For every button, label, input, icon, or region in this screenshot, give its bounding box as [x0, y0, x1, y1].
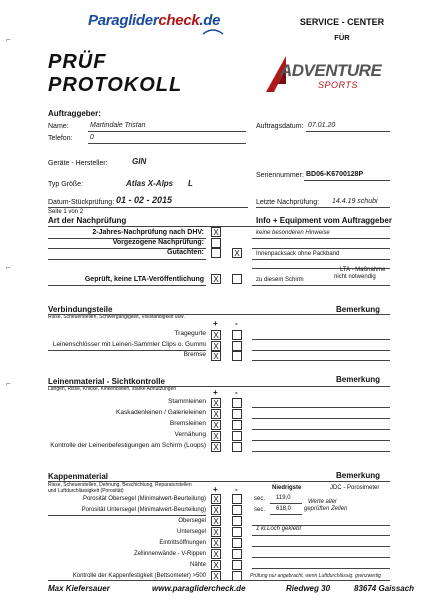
canopy-minus-checkbox[interactable] — [232, 505, 242, 515]
title-line1: PRÜF — [48, 51, 107, 73]
plus-label: + — [213, 388, 218, 397]
paraglider-icon — [202, 28, 224, 36]
connector-row-label: Bremse — [183, 351, 206, 358]
manufacturer-label: Geräte - Hersteller: — [48, 160, 108, 167]
inspection-row-label: 2-Jahres-Nachprüfung nach DHV: — [92, 229, 204, 236]
inspection-checkbox[interactable] — [211, 248, 221, 258]
lta-measure-line2: nicht notwendig — [334, 274, 376, 280]
connector-row-label: Tragegurte — [174, 330, 206, 337]
canopy-row-label: Zellinnenwände - V-Rippen — [133, 551, 206, 557]
lta-checkbox[interactable]: X — [211, 274, 221, 284]
connectors-heading: Verbindungsteile — [48, 305, 113, 314]
minus-label: - — [235, 388, 238, 397]
lta-label: Geprüft, keine LTA-Veröffentlichung — [84, 276, 204, 283]
order-date-value: 07.01.20 — [308, 122, 336, 129]
manufacturer-value: GIN — [132, 157, 147, 166]
info-note: Innenpacksack ohne Packband — [256, 251, 340, 257]
punch-mark-3: ⌐ — [6, 379, 11, 388]
canopy-plus-checkbox[interactable]: X — [211, 516, 221, 526]
canopy-minus-checkbox[interactable] — [232, 560, 242, 570]
customer-heading: Auftraggeber: — [48, 109, 101, 118]
connector-plus-checkbox[interactable]: X — [211, 330, 221, 340]
line-minus-checkbox[interactable] — [232, 398, 242, 408]
type-value: Atlas X-Alps — [126, 179, 174, 188]
date-label: Datum-Stückprüfung: — [48, 199, 115, 206]
canopy-plus-checkbox[interactable]: X — [211, 538, 221, 548]
connectors-sub: Risse, Scheuerstellen, Schwergängigkeit, Vollständigkeit usw. — [48, 314, 185, 320]
minus-label: - — [235, 319, 238, 328]
serial-value: BD06-K6700128P — [306, 171, 364, 178]
name-label: Name: — [48, 123, 69, 130]
serial-label: Seriennummer: — [256, 172, 304, 179]
footer-city: 83674 Gaissach — [354, 584, 415, 593]
plus-label: + — [213, 319, 218, 328]
punch-mark-1: ⌐ — [6, 35, 11, 44]
connector-minus-checkbox[interactable] — [232, 341, 242, 351]
values-note-line1: Werte aller — [308, 499, 337, 505]
canopy-plus-checkbox[interactable]: X — [211, 560, 221, 570]
line-minus-checkbox[interactable] — [232, 442, 242, 452]
inspection-row-label: Gutachten: — [167, 249, 204, 256]
line-minus-checkbox[interactable] — [232, 420, 242, 430]
line-plus-checkbox[interactable]: X — [211, 409, 221, 419]
canopy-plus-checkbox[interactable]: X — [211, 494, 221, 504]
canopy-remark-heading: Bemerkung — [336, 471, 381, 480]
canopy-minus-checkbox[interactable] — [232, 527, 242, 537]
canopy-minus-checkbox[interactable] — [232, 494, 242, 504]
lta-checkbox-2[interactable] — [232, 274, 242, 284]
line-plus-checkbox[interactable]: X — [211, 442, 221, 452]
size-value: L — [188, 179, 193, 188]
lines-sub: Längen, Risse, Knicke, Kinkenbilden, starke Abnutzungen — [48, 386, 177, 392]
line-plus-checkbox[interactable]: X — [211, 420, 221, 430]
plus-label: + — [213, 485, 218, 494]
logo-paragliderchek — [88, 13, 220, 28]
connector-minus-checkbox[interactable] — [232, 330, 242, 340]
canopy-row-label: Porosität Obersegel (Minimalwert-Beurteilung) — [82, 496, 206, 502]
canopy-minus-checkbox[interactable] — [232, 549, 242, 559]
date-value: 01 - 02 - 2015 — [116, 195, 173, 205]
inspection-checkbox[interactable] — [211, 238, 221, 248]
footer-street: Riedweg 30 — [286, 584, 331, 593]
inspection-checkbox-2[interactable]: X — [232, 248, 242, 258]
line-plus-checkbox[interactable]: X — [211, 431, 221, 441]
canopy-plus-checkbox[interactable]: X — [211, 527, 221, 537]
line-row-label: Kontrolle der Leinenbefestigungen am Schirm (Loops) — [50, 442, 206, 449]
canopy-sub1: Risse, Scheuerstellen, Dehnung, Beschichtung, Reparaturstellen — [48, 482, 192, 488]
canopy-plus-checkbox[interactable]: X — [211, 505, 221, 515]
minus-label: - — [235, 485, 238, 494]
sec-label: sec. — [254, 507, 266, 513]
last-check-label: Letzte Nachprüfung: — [256, 199, 320, 206]
canopy-heading: Kappenmaterial — [48, 472, 109, 481]
order-date-label: Auftragsdatum: — [256, 123, 304, 130]
logo-sports-text: SPORTS — [318, 80, 358, 90]
footer-name: Max Kiefersauer — [48, 584, 110, 593]
info-heading: Info + Equipment vom Auftraggeber — [256, 216, 392, 225]
canopy-footer-note: Prüfung nur angebracht, wenn Luftdurchlässig. grenzwertig — [250, 573, 381, 579]
logo-adventure-text: ADVENTURE — [280, 61, 382, 80]
logo-suffix-text: .de — [199, 12, 221, 29]
phone-value: 0 — [90, 134, 94, 141]
lta-note: zu diesem Schirm — [256, 277, 304, 283]
lines-heading: Leinenmaterial - Sichtkontrolle — [48, 377, 165, 386]
logo-check-text: check — [158, 12, 200, 29]
info-note: keine besonderen Hinweise — [256, 230, 330, 236]
canopy-plus-checkbox[interactable]: X — [211, 549, 221, 559]
canopy-minus-checkbox[interactable] — [232, 516, 242, 526]
canopy-row-label: Kontrolle der Kappenfestigkeit (Bettsometer) >500 — [72, 573, 206, 579]
service-fuer: FÜR — [334, 33, 350, 42]
canopy-plus-checkbox[interactable]: X — [211, 571, 221, 581]
line-minus-checkbox[interactable] — [232, 409, 242, 419]
jdc-label: JDC - Porosimeter — [330, 485, 380, 491]
last-check-value: 14.4.19 schubi — [332, 198, 378, 205]
canopy-row-label: Nähte — [189, 562, 206, 568]
canopy-row-label: Porosität Untersegel (Minimalwert-Beurteilung) — [81, 507, 206, 513]
remark-loch: 1 kl.Loch geklebt — [256, 526, 302, 532]
punch-mark-2: ⌐ — [6, 263, 11, 272]
inspection-heading: Art der Nachprüfung — [48, 216, 127, 225]
connectors-remark-heading: Bemerkung — [336, 305, 381, 314]
sec-top-value: 119,0 — [276, 495, 291, 501]
lines-remark-heading: Bemerkung — [336, 375, 381, 384]
footer-website[interactable]: www.paraglidercheck.de — [152, 584, 246, 593]
sec-label: sec. — [254, 496, 266, 502]
line-plus-checkbox[interactable]: X — [211, 398, 221, 408]
inspection-checkbox[interactable]: X — [211, 227, 221, 237]
type-label: Typ Größe: — [48, 181, 84, 188]
title-line2: PROTOKOLL — [48, 74, 183, 96]
values-note-line2: geprüften Zellen — [304, 506, 348, 512]
canopy-row-label: Eintrittsöffnungen — [159, 540, 206, 546]
name-value: Martindale Tristan — [90, 122, 146, 129]
inspection-row-label: Vorgezogene Nachprüfung: — [112, 239, 204, 246]
lta-measure-line1: LTA - Maßnahme — [340, 267, 386, 273]
line-row-label: Kaskadenleinen / Galerieleinen — [116, 409, 206, 416]
phone-label: Telefon: — [48, 135, 73, 142]
sec-bottom-value: 618,0 — [276, 506, 292, 512]
logo-paraglider-text: Paraglider — [88, 12, 159, 29]
connector-row-label: Leinenschlösser mit Leinen-Sammler Clips o. Gummi — [52, 341, 206, 348]
line-row-label: Bremsleinen — [169, 420, 206, 427]
page-label: Seite 1 von 2 — [48, 209, 84, 215]
line-row-label: Stammleinen — [168, 398, 206, 405]
canopy-minus-checkbox[interactable] — [232, 538, 242, 548]
canopy-row-label: Obersegel — [178, 518, 206, 524]
connector-plus-checkbox[interactable]: X — [211, 341, 221, 351]
lowest-label: Niedrigste — [272, 485, 302, 491]
connector-minus-checkbox[interactable] — [232, 351, 242, 361]
canopy-row-label: Untersegel — [176, 529, 206, 535]
line-minus-checkbox[interactable] — [232, 431, 242, 441]
line-row-label: Vernähung — [174, 431, 206, 438]
connector-plus-checkbox[interactable]: X — [211, 351, 221, 361]
service-title: SERVICE - CENTER — [299, 17, 385, 27]
canopy-sub2: und Luftdurchlässigkeit (Porosität) — [48, 488, 124, 494]
